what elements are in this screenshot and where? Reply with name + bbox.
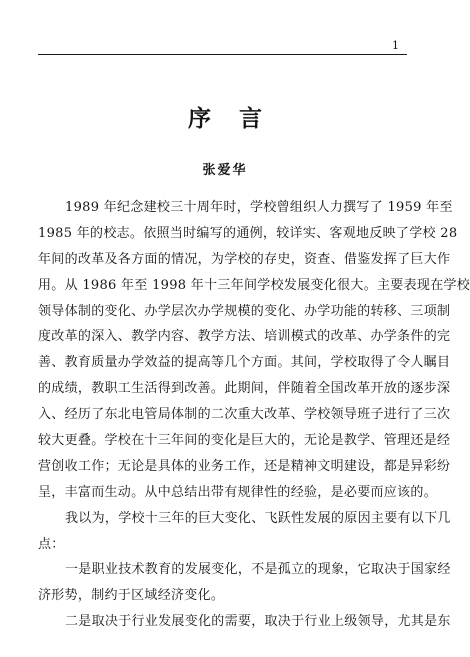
text-line: 济形势，制约于区域经济变化。 [38, 588, 225, 604]
text-line: 我以为，学校十三年的巨大变化、飞跃性发展的原因主要有以下几 [65, 510, 451, 526]
text-line: 一是职业技术教育的发展变化，不是孤立的现象，它取决于国家经 [65, 562, 451, 578]
chapter-title: 序言 [188, 105, 290, 132]
text-line: 呈，丰富而生动。从中总结出带有规律性的经验，是必要而应该的。 [38, 484, 438, 500]
header-rule [38, 54, 407, 55]
text-line: 较大更叠。学校在十三年间的变化是巨大的，无论是教学、管理还是经 [38, 433, 451, 449]
text-line: 1985 年的校志。依照当时编写的通例，较详实、客观地反映了学校 28 [38, 225, 458, 241]
text-line: 入、经历了东北电管局体制的二次重大改革、学校领导班子进行了三次 [38, 407, 451, 423]
author-name: 张爱华 [202, 163, 248, 178]
text-line: 善、教育质量办学效益的提高等几个方面。其间，学校取得了令人瞩目 [38, 355, 451, 371]
text-line: 营创收工作；无论是具体的业务工作，还是精神文明建设，都是异彩纷 [38, 458, 451, 474]
text-line: 度改革的深入、教学内容、教学方法、培训模式的改革、办学条件的完 [38, 329, 451, 345]
body-text [38, 195, 470, 657]
text-line: 的成绩，教职工生活得到改善。此期间，伴随着全国改革开放的逐步深 [38, 381, 451, 397]
text-line: 1989 年纪念建校三十周年时，学校曾组织人力撰写了 1959 年至 [65, 200, 453, 215]
text-line: 领导体制的变化、办学层次办学规模的变化、办学功能的转移、三项制 [38, 303, 451, 319]
text-line: 点： [38, 536, 65, 552]
text-line: 年间的改革及各方面的情况，为学校的存史，资查、借鉴发挥了巨大作 [38, 251, 451, 267]
page-number: 1 [392, 39, 399, 52]
text-line: 用。从 1986 年至 1998 年十三年间学校发展变化很大。主要表现在学校 [38, 277, 470, 293]
text-line: 二是取决于行业发展变化的需要，取决于行业上级领导，尤其是东 [65, 614, 451, 630]
